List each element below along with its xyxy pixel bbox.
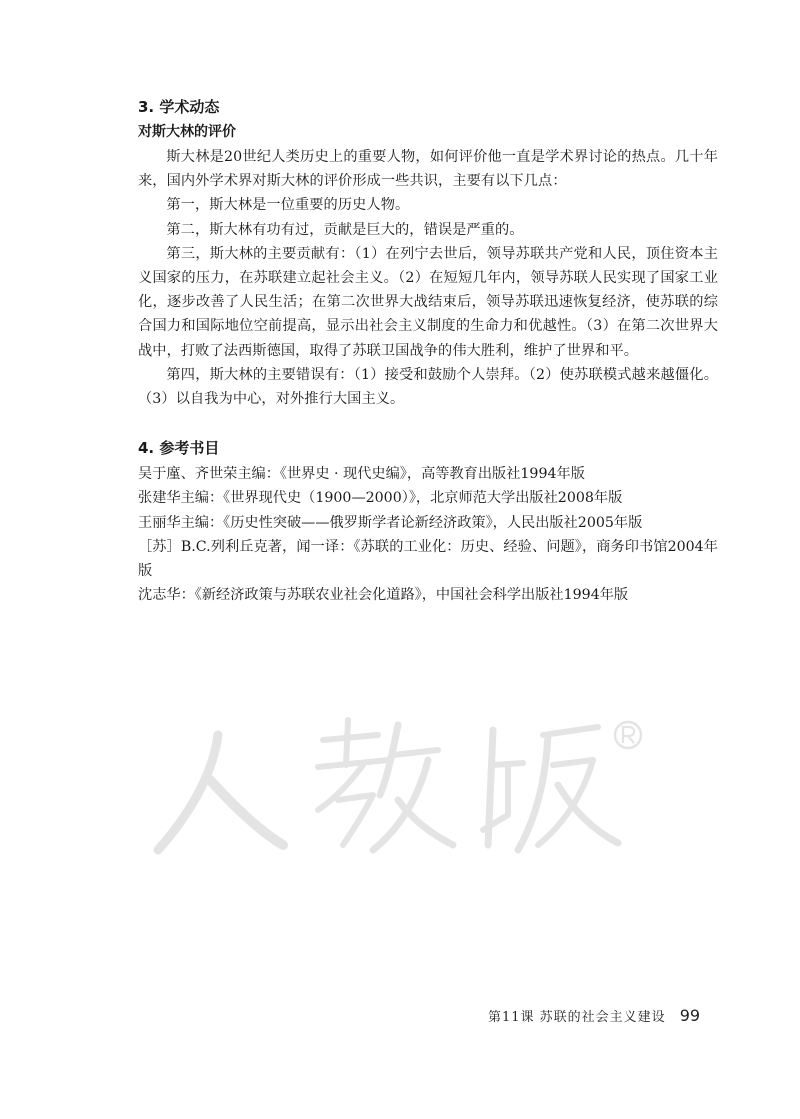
- publisher-watermark-logo: [148, 705, 648, 865]
- reference-item: 沈志华：《新经济政策与苏联农业社会化道路》，中国社会科学出版社1994年版: [138, 587, 629, 604]
- reference-item: 王丽华主编：《历史性突破——俄罗斯学者论新经济政策》，人民出版社2005年版: [138, 514, 643, 531]
- paragraph: 第二，斯大林有功有过，贡献是巨大的，错误是严重的。: [166, 221, 524, 238]
- page-footer: [488, 1006, 700, 1025]
- sub-heading-stalin-evaluation: 对斯大林的评价: [138, 124, 236, 140]
- reference-list: [138, 462, 718, 607]
- reference-item: ［苏］B.C.列利丘克著，闻一译：《苏联的工业化：历史、经验、问题》，商务印书馆2004年版: [138, 538, 718, 580]
- section-heading-references: 4. 参考书目: [138, 439, 220, 458]
- footer-lesson-title: 第11课 苏联的社会主义建设: [488, 1010, 666, 1025]
- reference-item: 张建华主编：《世界现代史（1900—2000）》，北京师范大学出版社2008年版: [138, 490, 623, 507]
- reference-item: 吴于廑、齐世荣主编：《世界史 · 现代史编》，高等教育出版社1994年版: [138, 466, 585, 483]
- section-heading-academic-trends: 3. 学术动态: [138, 98, 220, 116]
- paragraph: 斯大林是20世纪人类历史上的重要人物，如何评价他一直是学术界讨论的热点。几十年来，国内外学术界对斯大林的评价形成一些共识，主要有以下几点：: [138, 149, 718, 190]
- page-content: [138, 96, 718, 607]
- paragraph: 第四，斯大林的主要错误有：（1）接受和鼓励个人崇拜。（2）使苏联模式越来越僵化。（3）以自我为中心，对外推行大国主义。: [138, 366, 718, 408]
- paragraph: 第一，斯大林是一位重要的历史人物。: [166, 197, 410, 214]
- section-gap: [138, 411, 718, 437]
- page-number: 99: [679, 1006, 701, 1025]
- paragraph: 第三，斯大林的主要贡献有：（1）在列宁去世后，领导苏联共产党和人民，顶住资本主义国家的压力，在苏联建立起社会主义。（2）在短短几年内，领导苏联人民实现了国家工业化，逐步改善了人民生活；在第二次世界大战结束后，领导苏联迅速恢复经济，使苏联的综合国力和国际地位空前提高，显示出社会主义制度的生命力和优越性。（3）在第二次世界大战中，打败了法西斯德国，取得了苏联卫国战争的伟大胜利，维护了世界和平。: [138, 245, 718, 359]
